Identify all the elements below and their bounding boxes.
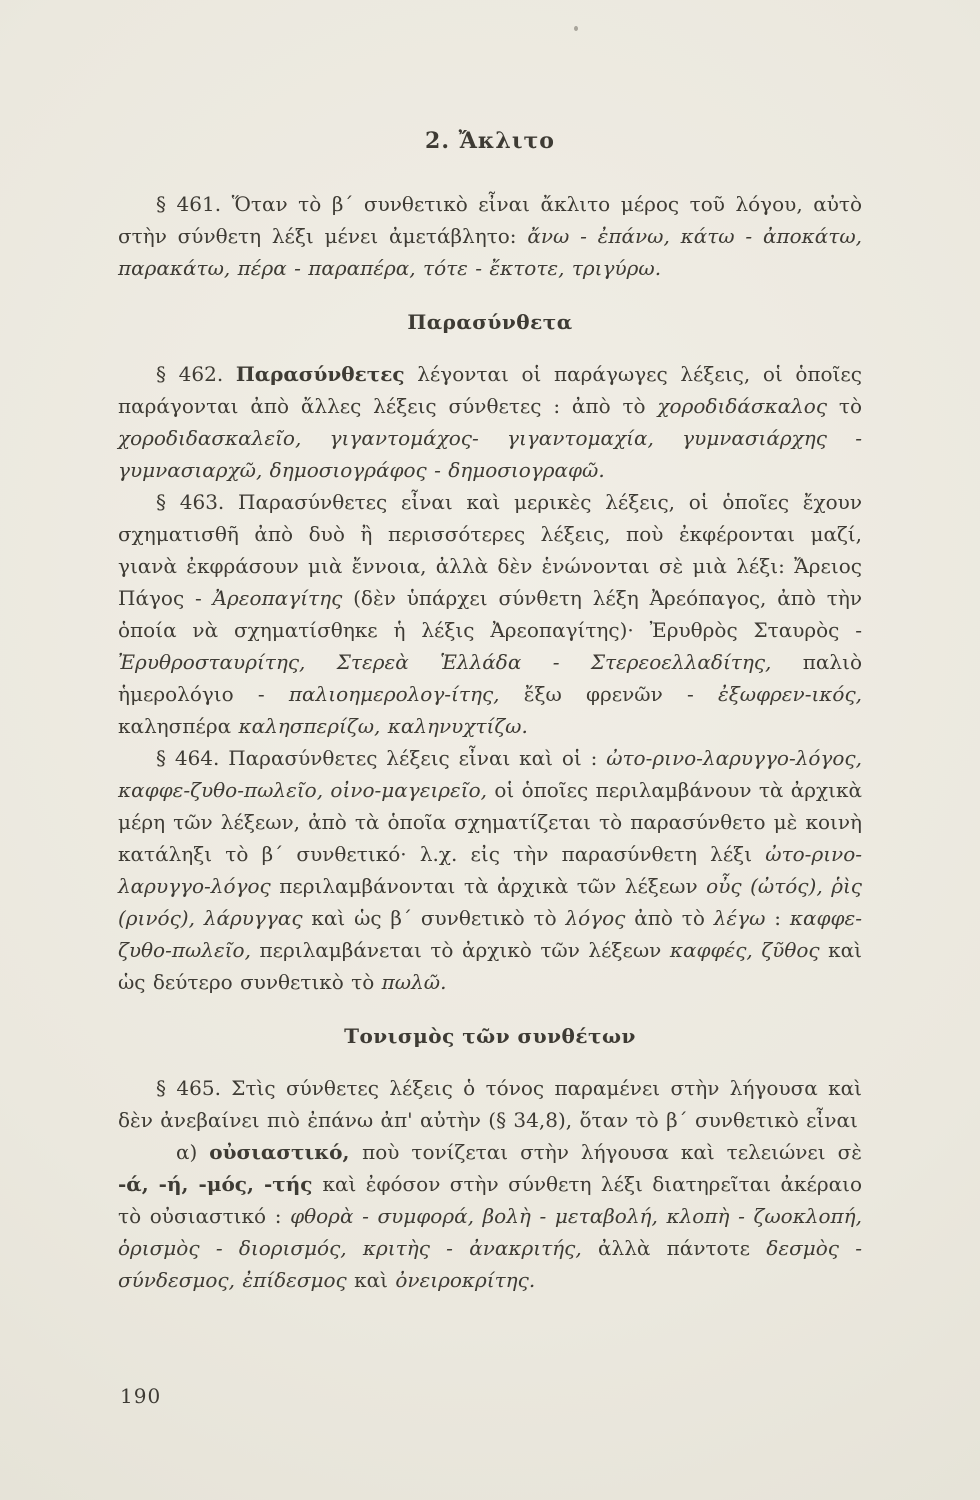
text-run: Παρασύνθετες	[235, 362, 405, 386]
text-run: ἀλλὰ πάντοτε	[598, 1236, 767, 1260]
text-run: ἀπὸ τὸ	[634, 906, 714, 930]
text-run: λέγω	[713, 906, 775, 930]
text-run: § 462.	[156, 362, 236, 386]
text-run: ὠτο-ρινο-λαρυγγο-λόγος	[118, 842, 862, 898]
text-run: παλιοημερολογ-ίτης,	[288, 682, 524, 706]
text-run: καὶ ὡς δεύτερο συνθετικὸ τὸ	[118, 938, 863, 994]
text-run: ἄνω - ἐπάνω, κάτω - ἀποκάτω, παρακάτω, πέρα - παραπέρα, τότε - ἔκτοτε, τριγύρω.	[118, 224, 862, 280]
page-content	[118, 128, 862, 1296]
section-title: 2. Ἄκλιτο	[425, 128, 555, 154]
text-run: α)	[176, 1140, 210, 1164]
paragraph	[118, 358, 862, 486]
paragraph	[118, 486, 862, 742]
text-run: οἱ ὁποῖες περιλαμβάνουν τὰ ἀρχικὰ μέρη τῶν λέξεων, ἀπὸ τὰ ὁποῖα σχηματίζεται τὸ παρασύνθετο μὲ κοινὴ κατάληξι τὸ β΄ συνθετικό· λ.χ. εἰς τὴν παρασύνθετη λέξι	[118, 778, 862, 866]
text-run: φθορὰ - συμφορά, βολὴ - μεταβολή, κλοπὴ - ζωοκλοπή, ὁρισμὸς - διορισμός, κριτὴς - ἀνακριτής,	[118, 1204, 863, 1260]
text-run: περιλαμβάνονται τὰ ἀρχικὰ τῶν λέξεων	[279, 874, 707, 898]
text-run: οὖς (ὠτός), ῥὶς (ρινός), λάρυγγας	[118, 874, 862, 930]
text-run: -ά, -ή, -μός, -τής	[118, 1172, 323, 1196]
subsection-heading: Τονισμὸς τῶν συνθέτων	[344, 1024, 636, 1048]
text-run: § 461. Ὅταν τὸ β΄ συνθετικὸ εἶναι ἄκλιτο μέρος τοῦ λόγου, αὐτὸ στὴν σύνθετη λέξι μένει ἀμετάβλητο:	[118, 192, 862, 248]
text-run: δεσμὸς - σύνδεσμος, ἐπίδεσμος	[118, 1236, 863, 1292]
text-run: παλιὸ ἡμερολόγιο -	[118, 650, 862, 706]
text-run: καὶ ἐφόσον στὴν σύνθετη λέξι διατηρεῖται ἀκέραιο τὸ οὐσιαστικό :	[118, 1172, 862, 1228]
text-run: περιλαμβάνεται τὸ ἀρχικὸ τῶν λέξεων	[259, 938, 670, 962]
text-run: καὶ ὡς β΄ συνθετικὸ τὸ	[311, 906, 566, 930]
text-run: τὸ	[827, 394, 862, 418]
paragraph	[118, 742, 862, 998]
text-run: § 465. Στὶς σύνθετες λέξεις ὁ τόνος παραμένει στὴν λήγουσα καὶ δὲν ἀνεβαίνει πιὸ ἐπάνω ἀπ' αὐτὴν (§ 34,8), ὅταν τὸ β΄ συνθετικὸ εἶναι	[118, 1076, 862, 1132]
text-run: ὀνειροκρίτης.	[395, 1268, 536, 1292]
text-run: καφφές, ζῦθος	[669, 938, 829, 962]
text-run: λόγος	[565, 906, 635, 930]
text-run: Ἀρεοπαγίτης	[212, 586, 354, 610]
page-number: 190	[120, 1384, 162, 1408]
text-run: § 464. Παρασύνθετες λέξεις εἶναι καὶ οἱ :	[156, 746, 607, 770]
text-run: (δὲν ὑπάρχει σύνθετη λέξη Ἀρεόπαγος, ἀπὸ τὴν ὁποία νὰ σχηματίσθηκε ἡ λέξις Ἀρεοπαγίτης)· Ἐρυθρὸς Σταυρὸς -	[118, 586, 862, 642]
paragraph	[118, 1072, 862, 1136]
text-run: ἐξωφρεν-ικός,	[717, 682, 863, 706]
text-run: καὶ	[354, 1268, 396, 1292]
text-run: ποὺ τονίζεται στὴν λήγουσα καὶ τελειώνει σὲ	[362, 1140, 862, 1164]
text-run: ἔξω φρενῶν -	[523, 682, 718, 706]
paragraph	[118, 1136, 862, 1296]
scan-artifact-dot	[574, 26, 578, 31]
text-run: § 463. Παρασύνθετες εἶναι καὶ μερικὲς λέξεις, οἱ ὁποῖες ἔχουν σχηματισθῆ ἀπὸ δυὸ ἢ περισσότερες λέξεις, ποὺ ἐκφέρονται μαζί, γιανὰ ἐκφράσουν μιὰ ἔννοια, ἀλλὰ δὲν ἑνώνονται σὲ μιὰ λέξι: Ἄρειος Πάγος -	[118, 490, 862, 610]
text-run: :	[774, 906, 790, 930]
text-run: καφφε-ζυθο-πωλεῖο,	[118, 906, 862, 962]
text-run: πωλῶ.	[381, 970, 447, 994]
text-run: Ἐρυθροσταυρίτης, Στερεὰ Ἑλλάδα - Στερεοελλαδίτης,	[118, 650, 803, 674]
text-run: οὐσιαστικό,	[209, 1140, 363, 1164]
text-run: ὠτο-ρινο-λαρυγγο-λόγος, καφφε-ζυθο-πωλεῖο, οἰνο-μαγειρεῖο,	[118, 746, 862, 802]
text-run: καλησπέρα	[118, 714, 239, 738]
text-run: χοροδιδάσκαλος	[657, 394, 828, 418]
text-run: λέγονται οἱ παράγωγες λέξεις, οἱ ὁποῖες παράγονται ἀπὸ ἄλλες λέξεις σύνθετες : ἀπὸ τὸ	[118, 362, 862, 418]
text-run: χοροδιδασκαλεῖο, γιγαντομάχος- γιγαντομαχία, γυμνασιάρχης - γυμνασιαρχῶ, δημοσιογράφος - δημοσιογραφῶ.	[118, 426, 862, 482]
text-run: καλησπερίζω, καληνυχτίζω.	[238, 714, 528, 738]
subsection-heading: Παρασύνθετα	[407, 310, 573, 334]
paragraph	[118, 188, 862, 284]
